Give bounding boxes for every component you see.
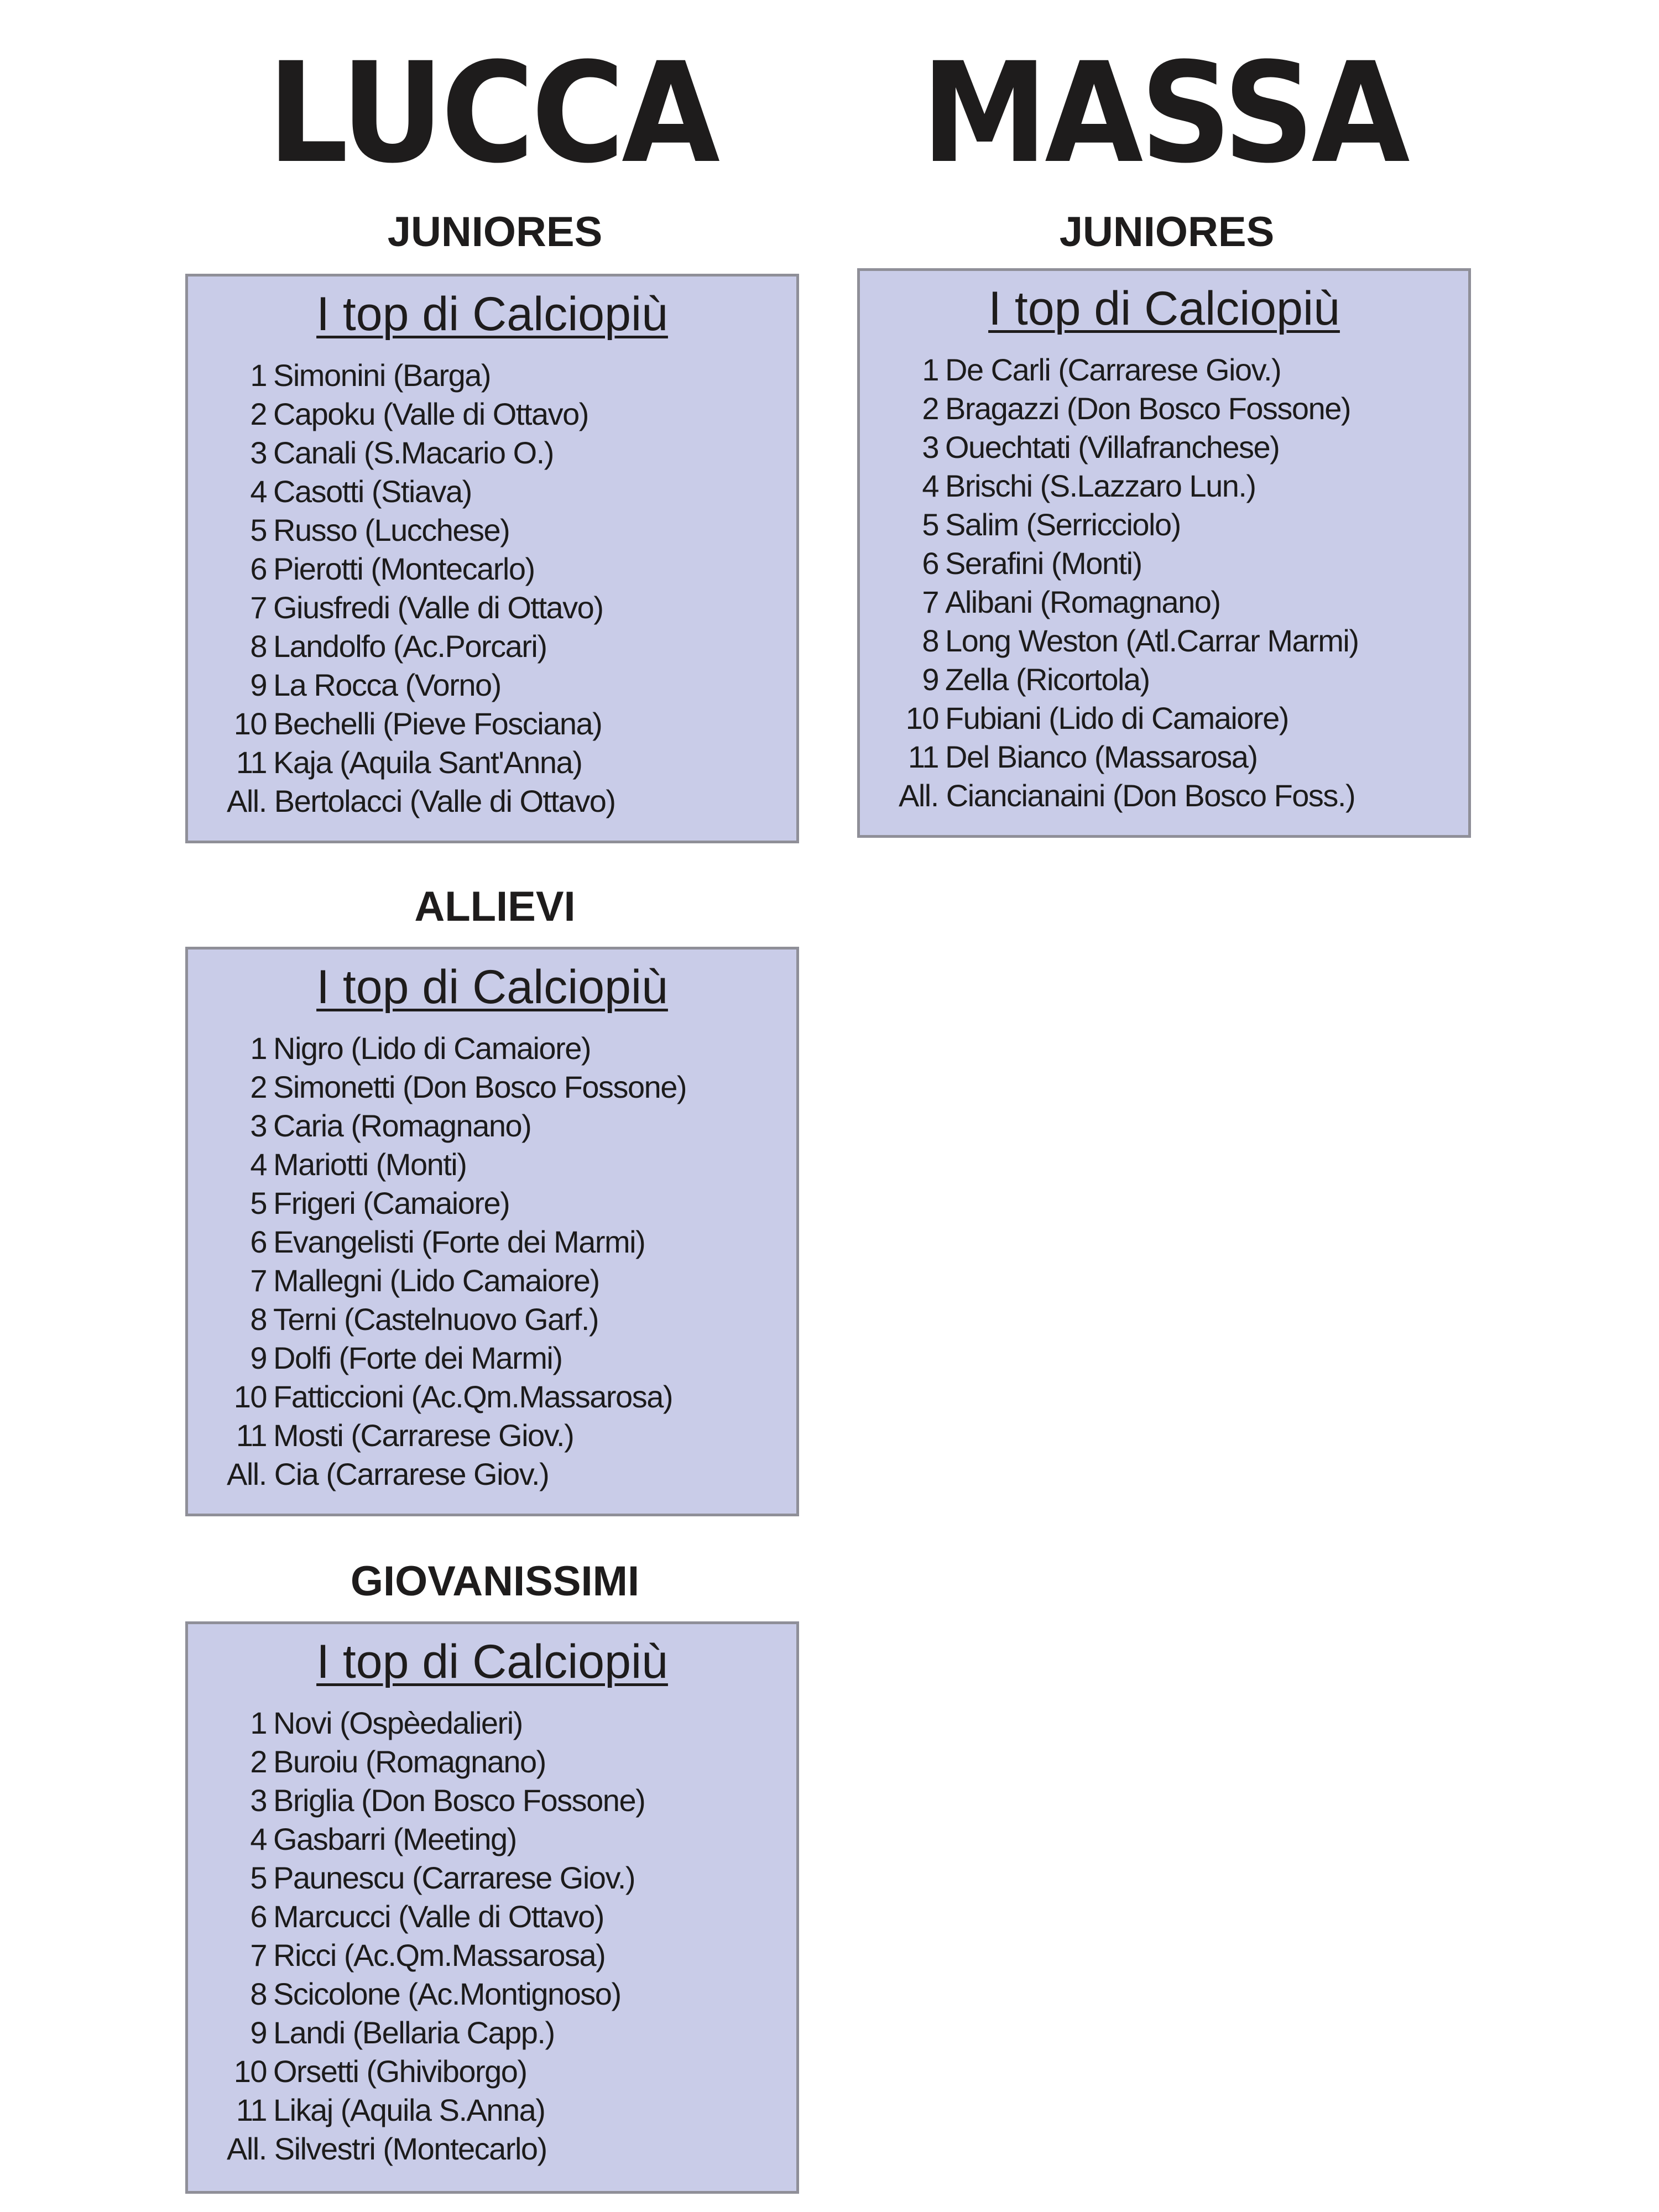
player-name-team: Terni (Castelnuovo Garf.) xyxy=(273,1302,599,1337)
player-row xyxy=(227,1743,796,1781)
player-row xyxy=(227,1975,796,2013)
player-name-team: Serafini (Monti) xyxy=(945,546,1142,581)
player-name-team: Caria (Romagnano) xyxy=(273,1108,531,1143)
section-label-allievi: ALLIEVI xyxy=(414,883,576,930)
player-number: 5 xyxy=(250,1186,267,1220)
coach-row xyxy=(899,776,1468,815)
player-name-team: Bragazzi (Don Bosco Fossone) xyxy=(945,391,1351,426)
player-row xyxy=(227,2091,796,2130)
player-name-team: Pierotti (Montecarlo) xyxy=(273,551,535,586)
player-name-team: Evangelisti (Forte dei Marmi) xyxy=(273,1224,645,1259)
player-row xyxy=(227,2013,796,2052)
player-row xyxy=(227,1184,796,1223)
player-name-team: Frigeri (Camaiore) xyxy=(273,1186,510,1220)
player-row xyxy=(899,428,1468,467)
player-name-team: Mariotti (Monti) xyxy=(273,1147,467,1182)
player-number: 11 xyxy=(236,745,267,780)
team-box-allievi xyxy=(185,947,799,1516)
player-row xyxy=(227,2052,796,2091)
player-number: 8 xyxy=(250,1976,267,2011)
player-name-team: Alibani (Romagnano) xyxy=(945,585,1220,619)
player-number: 5 xyxy=(250,1860,267,1895)
player-number: 6 xyxy=(250,1899,267,1934)
player-row xyxy=(227,1781,796,1820)
section-label-lucca-juniores: JUNIORES xyxy=(387,208,603,255)
player-row xyxy=(227,1300,796,1339)
player-name-team: Dolfi (Forte dei Marmi) xyxy=(273,1340,562,1375)
coach-row xyxy=(227,782,796,821)
player-row xyxy=(227,1704,796,1743)
player-name-team: Marcucci (Valle di Ottavo) xyxy=(273,1899,604,1934)
player-name-team: Paunescu (Carrarese Giov.) xyxy=(273,1860,635,1895)
player-name-team: Landi (Bellaria Capp.) xyxy=(273,2015,555,2050)
coach-label: All. xyxy=(227,2131,267,2166)
player-number: 11 xyxy=(236,2093,267,2127)
player-number: 10 xyxy=(233,706,267,741)
player-row xyxy=(227,356,796,395)
player-name-team: Buroiu (Romagnano) xyxy=(273,1744,546,1779)
player-name-team: Casotti (Stiava) xyxy=(273,474,472,509)
player-name-team: La Rocca (Vorno) xyxy=(273,667,501,702)
player-row xyxy=(227,1378,796,1416)
player-name-team: Briglia (Don Bosco Fossone) xyxy=(273,1783,645,1818)
player-name-team: Brischi (S.Lazzaro Lun.) xyxy=(945,468,1256,503)
player-row xyxy=(227,1339,796,1378)
player-number: 9 xyxy=(922,662,938,697)
coach-name-team: Ciancianaini (Don Bosco Foss.) xyxy=(946,778,1355,813)
team-box-lucca-juniores xyxy=(185,274,799,843)
player-name-team: Del Bianco (Massarosa) xyxy=(945,739,1258,774)
player-name-team: Fubiani (Lido di Camaiore) xyxy=(945,701,1288,735)
player-number: 1 xyxy=(250,358,267,393)
player-number: 2 xyxy=(250,397,267,431)
player-number: 4 xyxy=(922,468,938,503)
player-number: 4 xyxy=(250,1147,267,1182)
box-title: I top di Calciopiù xyxy=(316,288,668,341)
player-number: 1 xyxy=(250,1705,267,1740)
player-number: 9 xyxy=(250,1340,267,1375)
player-name-team: Scicolone (Ac.Montignoso) xyxy=(273,1976,621,2011)
player-row xyxy=(227,550,796,588)
player-number: 6 xyxy=(250,551,267,586)
player-name-team: Orsetti (Ghiviborgo) xyxy=(273,2054,527,2089)
player-row xyxy=(899,467,1468,505)
player-row xyxy=(227,1223,796,1261)
player-name-team: Simonini (Barga) xyxy=(273,358,491,393)
player-number: 10 xyxy=(233,1379,267,1414)
player-row xyxy=(227,627,796,666)
player-row xyxy=(899,505,1468,544)
player-name-team: Zella (Ricortola) xyxy=(945,662,1150,697)
coach-label: All. xyxy=(227,784,267,818)
player-row xyxy=(227,1859,796,1897)
player-name-team: Bechelli (Pieve Fosciana) xyxy=(273,706,602,741)
player-number: 6 xyxy=(250,1224,267,1259)
player-number: 2 xyxy=(250,1744,267,1779)
player-row xyxy=(227,1897,796,1936)
player-row xyxy=(227,588,796,627)
player-name-team: Nigro (Lido di Camaiore) xyxy=(273,1031,591,1066)
player-row xyxy=(227,743,796,782)
player-number: 11 xyxy=(907,739,938,774)
player-row xyxy=(227,666,796,705)
player-number: 2 xyxy=(250,1070,267,1104)
player-list xyxy=(188,356,796,821)
coach-name-team: Silvestri (Montecarlo) xyxy=(274,2131,547,2166)
player-number: 10 xyxy=(233,2054,267,2089)
player-row xyxy=(227,1107,796,1145)
player-row xyxy=(899,699,1468,738)
player-number: 4 xyxy=(250,1822,267,1856)
player-name-team: Novi (Ospèedalieri) xyxy=(273,1705,523,1740)
coach-name-team: Cia (Carrarese Giov.) xyxy=(274,1457,549,1491)
player-number: 3 xyxy=(250,435,267,470)
player-number: 7 xyxy=(250,590,267,625)
player-row xyxy=(899,583,1468,622)
player-name-team: Mosti (Carrarese Giov.) xyxy=(273,1418,574,1453)
section-label-massa-juniores: JUNIORES xyxy=(1059,208,1275,255)
player-name-team: Simonetti (Don Bosco Fossone) xyxy=(273,1070,687,1104)
player-name-team: De Carli (Carrarese Giov.) xyxy=(945,352,1281,387)
player-name-team: Salim (Serricciolo) xyxy=(945,507,1181,542)
player-name-team: Kaja (Aquila Sant'Anna) xyxy=(273,745,582,780)
player-number: 9 xyxy=(250,667,267,702)
player-row xyxy=(899,389,1468,428)
player-name-team: Likaj (Aquila S.Anna) xyxy=(273,2093,545,2127)
player-number: 4 xyxy=(250,474,267,509)
player-number: 8 xyxy=(922,623,938,658)
player-number: 8 xyxy=(250,629,267,664)
player-number: 7 xyxy=(922,585,938,619)
player-number: 3 xyxy=(922,430,938,465)
player-name-team: Landolfo (Ac.Porcari) xyxy=(273,629,547,664)
player-number: 2 xyxy=(922,391,938,426)
player-number: 5 xyxy=(250,513,267,547)
player-row xyxy=(227,1068,796,1107)
city-title-massa: MASSA xyxy=(921,33,1407,194)
player-name-team: Mallegni (Lido Camaiore) xyxy=(273,1263,599,1298)
coach-name-team: Bertolacci (Valle di Ottavo) xyxy=(274,784,615,818)
player-number: 10 xyxy=(905,701,938,735)
player-row xyxy=(227,1029,796,1068)
coach-label: All. xyxy=(899,778,938,813)
player-number: 9 xyxy=(250,2015,267,2050)
player-name-team: Gasbarri (Meeting) xyxy=(273,1822,517,1856)
player-number: 3 xyxy=(250,1108,267,1143)
player-name-team: Ricci (Ac.Qm.Massarosa) xyxy=(273,1938,606,1973)
player-list xyxy=(188,1704,796,2168)
player-row xyxy=(227,395,796,434)
player-list xyxy=(860,351,1468,815)
player-name-team: Capoku (Valle di Ottavo) xyxy=(273,397,588,431)
player-number: 1 xyxy=(922,352,938,387)
player-row xyxy=(899,622,1468,660)
player-name-team: Long Weston (Atl.Carrar Marmi) xyxy=(945,623,1359,658)
player-row xyxy=(227,1820,796,1859)
player-name-team: Russo (Lucchese) xyxy=(273,513,510,547)
player-row xyxy=(227,705,796,743)
team-box-giovanissimi xyxy=(185,1621,799,2194)
player-number: 3 xyxy=(250,1783,267,1818)
player-number: 7 xyxy=(250,1938,267,1973)
player-row xyxy=(899,738,1468,776)
box-title: I top di Calciopiù xyxy=(316,961,668,1014)
box-title: I top di Calciopiù xyxy=(988,282,1340,335)
player-row xyxy=(227,1145,796,1184)
box-title: I top di Calciopiù xyxy=(316,1635,668,1688)
player-row xyxy=(227,1416,796,1455)
coach-row xyxy=(227,1455,796,1494)
city-title-lucca: LUCCA xyxy=(267,33,717,194)
player-number: 5 xyxy=(922,507,938,542)
player-row xyxy=(227,1261,796,1300)
player-row xyxy=(899,544,1468,583)
player-number: 7 xyxy=(250,1263,267,1298)
player-list xyxy=(188,1029,796,1494)
player-row xyxy=(227,1936,796,1975)
player-number: 1 xyxy=(250,1031,267,1066)
coach-row xyxy=(227,2130,796,2168)
team-box-massa-juniores xyxy=(857,268,1471,838)
player-name-team: Canali (S.Macario O.) xyxy=(273,435,554,470)
player-number: 11 xyxy=(236,1418,267,1453)
player-row xyxy=(899,351,1468,389)
player-row xyxy=(899,660,1468,699)
player-number: 6 xyxy=(922,546,938,581)
player-name-team: Giusfredi (Valle di Ottavo) xyxy=(273,590,603,625)
player-name-team: Ouechtati (Villafranchese) xyxy=(945,430,1280,465)
player-row xyxy=(227,434,796,472)
player-name-team: Fatticcioni (Ac.Qm.Massarosa) xyxy=(273,1379,672,1414)
coach-label: All. xyxy=(227,1457,267,1491)
player-row xyxy=(227,472,796,511)
player-number: 8 xyxy=(250,1302,267,1337)
section-label-giovanissimi: GIOVANISSIMI xyxy=(350,1558,640,1605)
player-row xyxy=(227,511,796,550)
